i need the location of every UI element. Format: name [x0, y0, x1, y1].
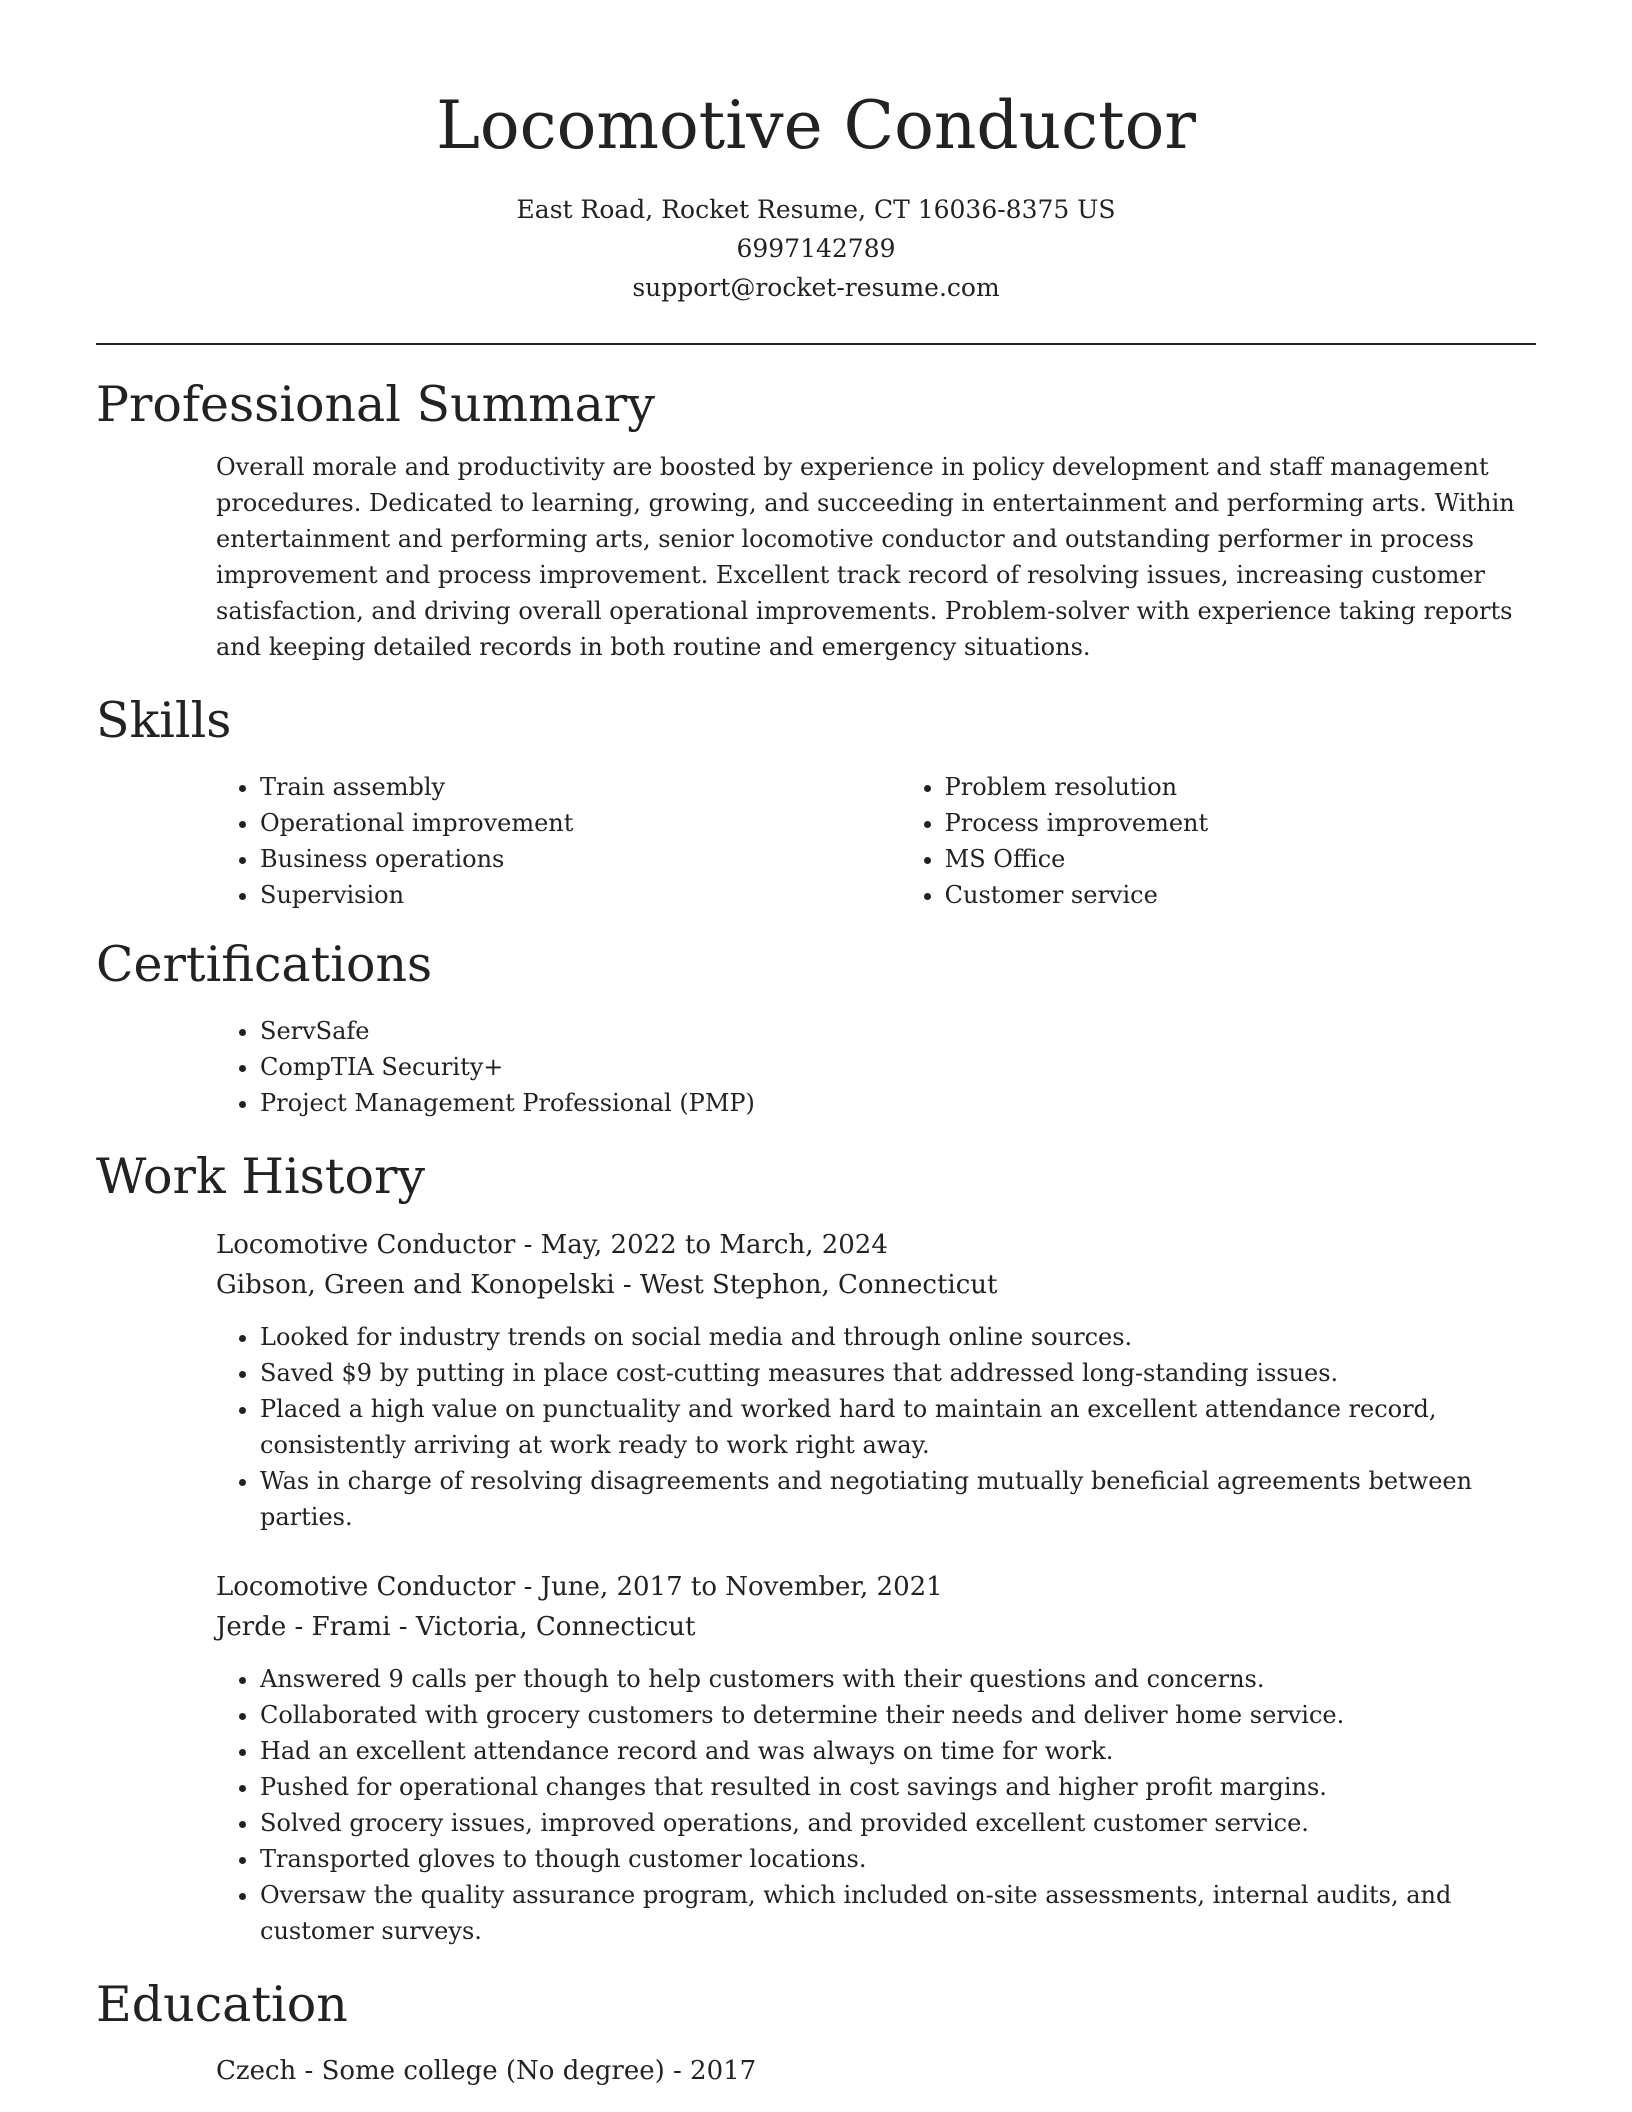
address: East Road, Rocket Resume, CT 16036-8375 US — [516, 195, 1116, 224]
list-item: • Saved $9 by putting in place cost-cutting measures that addressed long-standing issues. — [260, 1355, 1536, 1391]
education-entry — [216, 2051, 1536, 2091]
summary-text: Overall morale and productivity are boosted by experience in policy development and staff management procedures. Dedicated to learning, growing, and succeeding in entertainment and performing arts. Within entertainment and performing arts, senior locomotive conductor and outstanding performer in process improvement and process improvement. Excellent track record of resolving issues, increasing customer satisfaction, and driving overall operational improvements. Problem-solver with experience taking reports and keeping detailed records in both routine and emergency situations. — [216, 453, 1515, 661]
education-title: Education — [96, 1976, 348, 2033]
certifications-section — [96, 935, 1536, 1121]
education-section — [96, 1975, 1536, 2091]
skills-column-2 — [901, 769, 1536, 913]
job-title-line — [216, 1567, 1536, 1607]
resume-page — [96, 0, 1536, 2091]
job-role: Locomotive Conductor — [216, 1572, 516, 1602]
certifications-list — [96, 1013, 1536, 1121]
list-item: • Looked for industry trends on social media and through online sources. — [260, 1319, 1536, 1355]
list-item: • Operational improvement — [260, 805, 901, 841]
list-item: • MS Office — [945, 841, 1536, 877]
job-company: Gibson, Green and Konopelski — [216, 1270, 615, 1300]
list-item: • Supervision — [260, 877, 901, 913]
skills-section — [96, 691, 1536, 913]
skills-column-1 — [96, 769, 901, 913]
list-item: • CompTIA Security+ — [260, 1049, 1536, 1085]
job-company-line — [216, 1265, 1536, 1305]
list-item: • Answered 9 calls per though to help customers with their questions and concerns. — [260, 1661, 1536, 1697]
education-school: Czech — [216, 2056, 297, 2086]
list-item: • Solved grocery issues, improved operations, and provided excellent customer service. — [260, 1805, 1536, 1841]
education-line — [216, 2051, 1536, 2091]
list-item: • Had an excellent attendance record and was always on time for work. — [260, 1733, 1536, 1769]
resume-header — [96, 0, 1536, 307]
list-item: • Was in charge of resolving disagreements and negotiating mutually beneficial agreements between parties. — [260, 1463, 1536, 1535]
work-title: Work History — [96, 1148, 426, 1205]
job-bullets — [216, 1661, 1536, 1949]
candidate-name: Locomotive Conductor — [436, 87, 1196, 164]
list-item: • Transported gloves to though customer locations. — [260, 1841, 1536, 1877]
certifications-title: Certifications — [96, 936, 433, 993]
list-item: • Collaborated with grocery customers to determine their needs and deliver home service. — [260, 1697, 1536, 1733]
list-item: • Placed a high value on punctuality and worked hard to maintain an excellent attendance record, consistently arriving at work ready to work right away. — [260, 1391, 1536, 1463]
work-section — [96, 1147, 1536, 1949]
list-item: • ServSafe — [260, 1013, 1536, 1049]
job-bullets — [216, 1319, 1536, 1535]
list-item: • Process improvement — [945, 805, 1536, 841]
job-location: - Victoria, Connecticut — [390, 1612, 696, 1642]
job-role: Locomotive Conductor — [216, 1230, 516, 1260]
list-item: • Problem resolution — [945, 769, 1536, 805]
job-dates: - June, 2017 to November, 2021 — [515, 1572, 943, 1602]
job-company: Jerde - Frami — [216, 1612, 391, 1642]
header-divider — [96, 343, 1536, 345]
phone: 6997142789 — [736, 234, 896, 263]
skills-grid — [96, 769, 1536, 913]
summary-section — [96, 375, 1536, 665]
job-company-line — [216, 1607, 1536, 1647]
education-detail: - Some college (No degree) - 2017 — [296, 2056, 757, 2086]
job-location: - West Stephon, Connecticut — [614, 1270, 998, 1300]
list-item: • Train assembly — [260, 769, 901, 805]
email: support@rocket-resume.com — [632, 273, 1000, 302]
job-dates: - May, 2022 to March, 2024 — [515, 1230, 888, 1260]
skills-title: Skills — [96, 692, 232, 749]
list-item: • Business operations — [260, 841, 901, 877]
job-entry — [216, 1225, 1536, 1535]
list-item: • Oversaw the quality assurance program, which included on-site assessments, internal audits, and customer surveys. — [260, 1877, 1536, 1949]
summary-title: Professional Summary — [96, 376, 655, 433]
list-item: • Pushed for operational changes that resulted in cost savings and higher profit margins. — [260, 1769, 1536, 1805]
list-item: • Customer service — [945, 877, 1536, 913]
job-title-line — [216, 1225, 1536, 1265]
list-item: • Project Management Professional (PMP) — [260, 1085, 1536, 1121]
job-entry — [216, 1567, 1536, 1949]
